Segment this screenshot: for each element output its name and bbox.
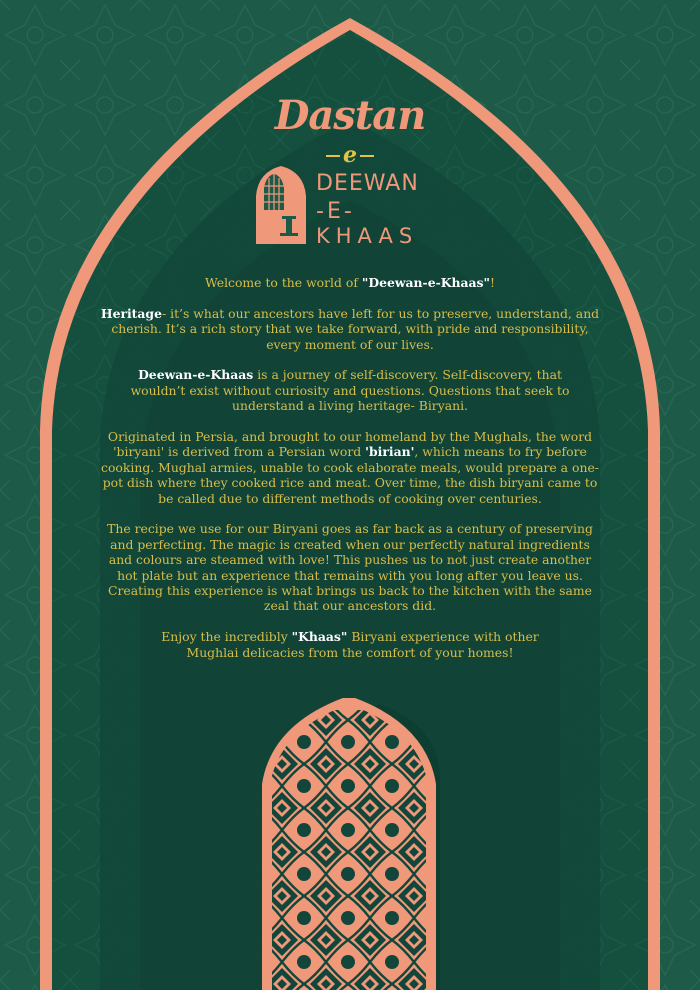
brand-script-e (0, 142, 700, 168)
brand-script-title: Dastan (274, 92, 426, 139)
window-arch-icon (254, 164, 308, 244)
story-content (100, 275, 600, 675)
welcome-paragraph: Welcome to the world of "Deewan-e-Khaas"! (205, 275, 495, 290)
heritage-paragraph: Heritage- it’s what our ancestors have left for us to preserve, understand, and cherish. It’s a rich story that we take forward, with pride and responsibility, every moment of our lives. (100, 305, 600, 352)
enjoy-paragraph: Enjoy the incredibly "Khaas" Biryani experience with other Mughlai delicacies from the comfort of your homes! (161, 629, 539, 660)
brand-word-deewan: DEEWAN (316, 171, 419, 196)
jali-lattice-window-icon (262, 698, 436, 990)
brand-e-letter: e (343, 142, 357, 168)
journey-paragraph: Deewan-e-Khaas is a journey of self-discovery. Self-discovery, that wouldn’t exist without curiosity and questions. Questions that seek to understand a living heritage- Biryani. (130, 367, 570, 414)
brand-word-e: -E- (316, 199, 355, 224)
origin-paragraph: Originated in Persia, and brought to our homeland by the Mughals, the word 'biryani' is derived from a Persian word 'birian', which means to fry before cooking. Mughal armies, unable to cook elaborate meals, would prepare a one-pot dish where they cooked rice and meat. Over time, the dish biryani came to be called due to different methods of cooking over centuries. (101, 429, 599, 506)
recipe-paragraph: The recipe we use for our Biryani goes as far back as a century of preserving and perfecting. The magic is created when our perfectly natural ingredients and colours are steamed with love! This pushes us to not just create another hot plate but an experience that remains with you long after you leave us. Creating this experience is what brings us back to the kitchen with the same zeal that our ancestors did. (107, 521, 593, 614)
brand-word-khaas: KHAAS (316, 224, 419, 248)
